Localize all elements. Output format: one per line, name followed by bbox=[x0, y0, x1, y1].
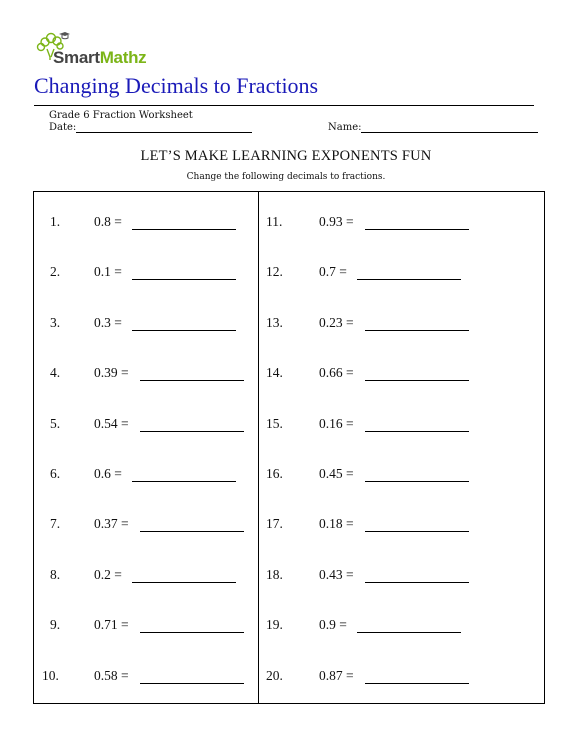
problem-expression bbox=[319, 214, 354, 230]
answer-blank[interactable] bbox=[365, 330, 469, 331]
problem-item bbox=[266, 315, 486, 335]
equals-sign: = bbox=[117, 617, 129, 633]
problem-expression bbox=[319, 516, 354, 532]
date-field bbox=[49, 122, 252, 133]
problem-expression bbox=[94, 516, 129, 532]
problem-item bbox=[42, 315, 262, 335]
problem-number: 18. bbox=[266, 566, 283, 582]
answer-blank[interactable] bbox=[365, 683, 469, 684]
brand-name-part2: Mathz bbox=[99, 48, 147, 67]
equals-sign: = bbox=[117, 667, 129, 683]
problem-number: 8. bbox=[50, 566, 61, 582]
problem-expression bbox=[94, 668, 129, 684]
answer-blank[interactable] bbox=[365, 431, 469, 432]
section-heading: LET’S MAKE LEARNING EXPONENTS FUN bbox=[140, 148, 432, 164]
brand-name bbox=[53, 48, 146, 68]
problem-item bbox=[42, 668, 262, 688]
problem-item bbox=[266, 668, 486, 688]
problem-decimal: 0.18 bbox=[319, 516, 343, 532]
name-label: Name: bbox=[328, 122, 362, 133]
answer-blank[interactable] bbox=[132, 582, 236, 583]
problem-expression bbox=[94, 365, 129, 381]
problem-decimal: 0.71 bbox=[94, 617, 118, 633]
problem-number: 6. bbox=[50, 466, 61, 481]
problem-number: 13. bbox=[266, 314, 283, 330]
problem-item bbox=[266, 466, 486, 486]
problem-decimal: 0.23 bbox=[319, 314, 343, 330]
equals-sign: = bbox=[110, 314, 122, 330]
name-blank bbox=[361, 122, 538, 133]
problem-expression bbox=[319, 315, 354, 331]
smartmathz-logo bbox=[33, 30, 163, 72]
equals-sign: = bbox=[342, 365, 354, 381]
problem-number: 2. bbox=[50, 264, 61, 280]
problem-decimal: 0.45 bbox=[319, 466, 343, 481]
problem-item bbox=[266, 214, 486, 234]
answer-blank[interactable] bbox=[365, 229, 469, 230]
problem-item bbox=[266, 264, 486, 284]
answer-blank[interactable] bbox=[140, 431, 244, 432]
problem-expression bbox=[94, 315, 122, 331]
problem-item bbox=[42, 617, 262, 637]
equals-sign: = bbox=[110, 214, 122, 229]
problem-item bbox=[42, 516, 262, 536]
answer-blank[interactable] bbox=[365, 380, 469, 381]
problem-item bbox=[266, 365, 486, 385]
equals-sign: = bbox=[110, 466, 122, 481]
problem-decimal: 0.3 bbox=[94, 314, 111, 330]
problem-item bbox=[42, 264, 262, 284]
brand-name-part1: Smart bbox=[53, 48, 100, 67]
answer-blank[interactable] bbox=[365, 582, 469, 583]
date-label: Date: bbox=[49, 122, 77, 133]
problem-decimal: 0.7 bbox=[319, 264, 336, 280]
equals-sign: = bbox=[342, 314, 354, 330]
problem-number: 10. bbox=[42, 667, 59, 683]
problem-expression bbox=[94, 617, 129, 633]
problem-expression bbox=[319, 567, 354, 583]
problem-decimal: 0.39 bbox=[94, 365, 118, 381]
problem-decimal: 0.43 bbox=[319, 566, 343, 582]
answer-blank[interactable] bbox=[357, 279, 461, 280]
problem-decimal: 0.9 bbox=[319, 617, 336, 633]
answer-blank[interactable] bbox=[132, 279, 236, 280]
problem-decimal: 0.1 bbox=[94, 264, 111, 280]
problem-number: 20. bbox=[266, 667, 283, 683]
equals-sign: = bbox=[342, 566, 354, 582]
answer-blank[interactable] bbox=[132, 481, 236, 482]
problem-item bbox=[42, 214, 262, 234]
equals-sign: = bbox=[335, 264, 347, 280]
problem-decimal: 0.37 bbox=[94, 516, 118, 532]
equals-sign: = bbox=[117, 365, 129, 381]
problem-number: 16. bbox=[266, 466, 283, 481]
equals-sign: = bbox=[110, 566, 122, 582]
equals-sign: = bbox=[342, 667, 354, 683]
problem-decimal: 0.6 bbox=[94, 466, 111, 481]
problem-decimal: 0.54 bbox=[94, 415, 118, 431]
problem-item bbox=[42, 567, 262, 587]
problem-expression bbox=[319, 668, 354, 684]
answer-blank[interactable] bbox=[132, 330, 236, 331]
problem-expression bbox=[94, 214, 122, 230]
instructions: Change the following decimals to fractions. bbox=[186, 172, 386, 182]
problem-decimal: 0.58 bbox=[94, 667, 118, 683]
problem-expression bbox=[319, 466, 354, 482]
equals-sign: = bbox=[117, 415, 129, 431]
problem-number: 11. bbox=[266, 214, 283, 229]
problem-number: 1. bbox=[50, 214, 61, 229]
problem-decimal: 0.8 bbox=[94, 214, 111, 229]
worksheet-subtitle: Grade 6 Fraction Worksheet bbox=[49, 110, 193, 121]
problem-expression bbox=[319, 416, 354, 432]
problem-number: 19. bbox=[266, 617, 283, 633]
answer-blank[interactable] bbox=[357, 632, 461, 633]
problem-number: 7. bbox=[50, 516, 61, 532]
problem-expression bbox=[319, 617, 347, 633]
problem-item bbox=[42, 416, 262, 436]
answer-blank[interactable] bbox=[140, 531, 244, 532]
problem-expression bbox=[319, 365, 354, 381]
problem-decimal: 0.16 bbox=[319, 415, 343, 431]
problem-number: 12. bbox=[266, 264, 283, 280]
equals-sign: = bbox=[335, 617, 347, 633]
problem-expression bbox=[319, 264, 347, 280]
problem-number: 14. bbox=[266, 365, 283, 381]
answer-blank[interactable] bbox=[140, 683, 244, 684]
problem-decimal: 0.93 bbox=[319, 214, 343, 229]
title-rule bbox=[34, 105, 534, 106]
problem-expression bbox=[94, 264, 122, 280]
equals-sign: = bbox=[110, 264, 122, 280]
problem-item bbox=[266, 567, 486, 587]
equals-sign: = bbox=[117, 516, 129, 532]
answer-blank[interactable] bbox=[132, 229, 236, 230]
equals-sign: = bbox=[342, 415, 354, 431]
equals-sign: = bbox=[342, 214, 354, 229]
problem-number: 15. bbox=[266, 415, 283, 431]
problem-number: 17. bbox=[266, 516, 283, 532]
problem-number: 3. bbox=[50, 314, 61, 330]
page-title: Changing Decimals to Fractions bbox=[34, 73, 319, 98]
problem-decimal: 0.66 bbox=[319, 365, 343, 381]
problem-expression bbox=[94, 466, 122, 482]
answer-blank[interactable] bbox=[365, 531, 469, 532]
name-field bbox=[328, 122, 538, 133]
problem-decimal: 0.2 bbox=[94, 566, 111, 582]
problem-number: 9. bbox=[50, 617, 61, 633]
problem-item bbox=[42, 365, 262, 385]
answer-blank[interactable] bbox=[140, 632, 244, 633]
problem-item bbox=[266, 416, 486, 436]
problem-decimal: 0.87 bbox=[319, 667, 343, 683]
equals-sign: = bbox=[342, 516, 354, 532]
answer-blank[interactable] bbox=[140, 380, 244, 381]
problem-item bbox=[42, 466, 262, 486]
problem-number: 4. bbox=[50, 365, 61, 381]
equals-sign: = bbox=[342, 466, 354, 481]
problem-expression bbox=[94, 416, 129, 432]
answer-blank[interactable] bbox=[365, 481, 469, 482]
problem-number: 5. bbox=[50, 415, 61, 431]
date-blank bbox=[76, 122, 252, 133]
problem-item bbox=[266, 516, 486, 536]
problem-expression bbox=[94, 567, 122, 583]
problem-item bbox=[266, 617, 486, 637]
